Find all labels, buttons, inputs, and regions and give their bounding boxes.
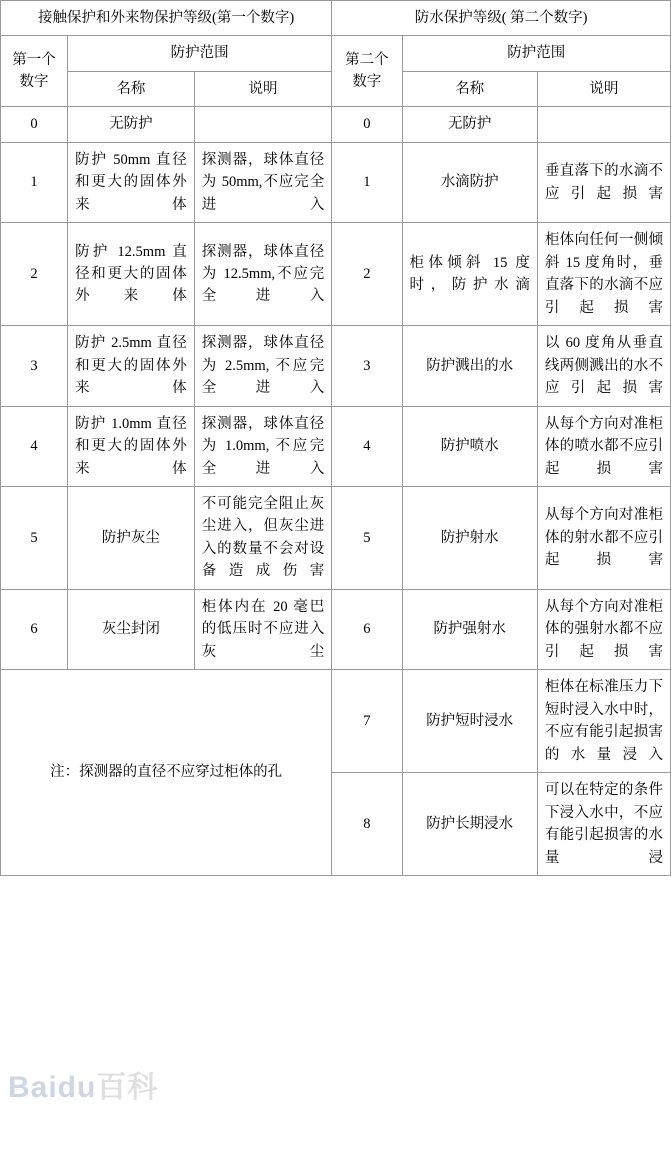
right-name: 柜体倾斜 15 度时，防护水滴 <box>402 223 537 326</box>
right-desc <box>537 107 670 142</box>
left-name: 防护 1.0mm 直径和更大的固体外来体 <box>68 406 195 486</box>
right-digit: 7 <box>332 670 402 773</box>
watermark-brand-latin: Baidu <box>8 1071 97 1104</box>
left-desc: 柜体内在 20 毫巴的低压时不应进入灰尘 <box>194 589 331 669</box>
watermark-brand-cn: 百科 <box>96 1071 159 1104</box>
left-name: 防护 2.5mm 直径和更大的固体外来体 <box>68 326 195 406</box>
right-name: 防护长期浸水 <box>402 773 537 876</box>
table-row <box>1 142 671 222</box>
left-desc: 探测器，球体直径 为 1.0mm, 不应完全进入 <box>194 406 331 486</box>
left-desc <box>194 107 331 142</box>
right-name: 防护短时浸水 <box>402 670 537 773</box>
table-row <box>1 326 671 406</box>
right-name: 水滴防护 <box>402 142 537 222</box>
right-desc: 从每个方向对准柜体的射水都不应引起损害 <box>537 486 670 589</box>
header-digit1-line1: 第一个 <box>12 51 56 68</box>
baidu-baike-watermark <box>8 1062 158 1106</box>
table-row <box>1 107 671 142</box>
left-digit: 3 <box>1 326 68 406</box>
right-digit: 2 <box>332 223 402 326</box>
left-digit: 2 <box>1 223 68 326</box>
left-digit: 6 <box>1 589 68 669</box>
table-row <box>1 486 671 589</box>
right-desc: 垂直落下的水滴不应引起损害 <box>537 142 670 222</box>
table-row-note-7 <box>1 670 671 773</box>
header-digit2 <box>332 36 402 107</box>
left-desc: 探测器，球体直径 为 12.5mm,不应完全进入 <box>194 223 331 326</box>
left-name: 防护灰尘 <box>68 486 195 589</box>
right-desc: 可以在特定的条件下浸入水中，不应有能引起损害的水量浸 <box>537 773 670 876</box>
left-desc: 探测器，球体直径 为 2.5mm, 不应完全进入 <box>194 326 331 406</box>
table-row <box>1 223 671 326</box>
left-name: 防护 50mm 直径和更大的固体外来体 <box>68 142 195 222</box>
right-desc: 从每个方向对准柜体的喷水都不应引起损害 <box>537 406 670 486</box>
header-name-left: 名称 <box>68 71 195 106</box>
right-digit: 3 <box>332 326 402 406</box>
header-scope-left: 防护范围 <box>68 36 332 71</box>
right-name: 防护射水 <box>402 486 537 589</box>
header-digit1 <box>1 36 68 107</box>
right-digit: 4 <box>332 406 402 486</box>
right-digit: 0 <box>332 107 402 142</box>
header-desc-right: 说明 <box>537 71 670 106</box>
right-desc: 柜体向任何一侧倾斜 15 度角时，垂直落下的水滴不应引起损害 <box>537 223 670 326</box>
left-digit: 4 <box>1 406 68 486</box>
right-digit: 8 <box>332 773 402 876</box>
table-header-group-row <box>1 1 671 36</box>
right-desc: 柜体在标准压力下短时浸入水中时，不应有能引起损害的水量浸入 <box>537 670 670 773</box>
header-left-group: 接触保护和外来物保护等级(第一个数字) <box>1 1 332 36</box>
table-row <box>1 406 671 486</box>
header-digit2-line2: 数字 <box>352 74 382 91</box>
right-desc: 从每个方向对准柜体的强射水都不应引起损害 <box>537 589 670 669</box>
left-digit: 0 <box>1 107 68 142</box>
left-name: 无防护 <box>68 107 195 142</box>
note-text: 注：探测器的直径不应穿过柜体的孔 <box>1 670 332 876</box>
table-row <box>1 589 671 669</box>
left-desc: 探测器，球体直径为 50mm,不应完全进入 <box>194 142 331 222</box>
left-digit: 1 <box>1 142 68 222</box>
right-desc: 以 60 度角从垂直线两侧溅出的水不应引起损害 <box>537 326 670 406</box>
right-name: 防护喷水 <box>402 406 537 486</box>
table-header-scope-row <box>1 36 671 71</box>
header-right-group: 防水保护等级( 第二个数字) <box>332 1 671 36</box>
right-digit: 1 <box>332 142 402 222</box>
left-digit: 5 <box>1 486 68 589</box>
header-digit2-line1: 第二个 <box>345 51 389 68</box>
left-name: 灰尘封闭 <box>68 589 195 669</box>
header-name-right: 名称 <box>402 71 537 106</box>
right-name: 防护强射水 <box>402 589 537 669</box>
left-desc: 不可能完全阻止灰尘进入，但灰尘进入的数量不会对设备造成伤害 <box>194 486 331 589</box>
right-digit: 5 <box>332 486 402 589</box>
left-name: 防护 12.5mm 直径和更大的固体外来体 <box>68 223 195 326</box>
right-name: 无防护 <box>402 107 537 142</box>
header-digit1-line2: 数字 <box>19 74 49 91</box>
right-digit: 6 <box>332 589 402 669</box>
right-name: 防护溅出的水 <box>402 326 537 406</box>
header-desc-left: 说明 <box>194 71 331 106</box>
header-scope-right: 防护范围 <box>402 36 670 71</box>
